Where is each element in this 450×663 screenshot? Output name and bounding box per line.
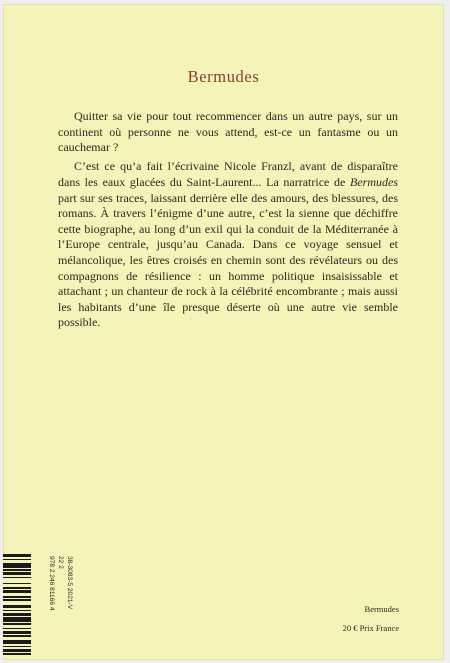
barcode-gap [3, 655, 31, 658]
back-cover [3, 4, 444, 660]
blurb-paragraph-2 [58, 159, 398, 331]
isbn-line-3: 978 2 246 81166 4 [48, 556, 55, 611]
price-label: 20 € Prix France [342, 623, 399, 633]
blurb-paragraph-2-text-after: part sur ses traces, laissant derrière elle des amours, des blessures, des romans. À travers l’énigme d’une autre, c’est la sienne que déchiffre cette biographe, au long d’un exil qui la conduit de la Méditerranée à l’Europe centrale, jusqu’au Canada. Dans ce voyage sensuel et mélancolique, les êtres croisés en chemin sont des révélateurs ou des compagnons de résilience : un homme politique insaisissable et attachant ; un chanteur de rock à la célébrité encombrante ; mais aussi les habitants d’une île presque déserte où une autre vie semble possible. [58, 190, 398, 330]
blurb-italic-title: Bermudes [350, 174, 398, 189]
book-title: Bermudes [187, 67, 260, 86]
blurb-paragraph-1 [58, 109, 398, 156]
isbn-line-2: 22 2 [57, 556, 64, 569]
blurb-paragraph-1-text: Quitter sa vie pour tout recommencer dans un autre pays, sur un continent où personne ne vous attend, est-ce un fantasme ou un cauchemar ? [58, 109, 398, 155]
isbn-line-1: 38-3083-5 2021-V [66, 556, 73, 610]
blurb [58, 109, 398, 335]
barcode [3, 554, 31, 658]
isbn-text [47, 556, 74, 656]
isbn-block [34, 556, 74, 656]
footer-title: Bermudes [364, 604, 399, 614]
blurb-paragraph-2-text-before: C’est ce qu’a fait l’écrivaine Nicole Franzl, avant de disparaître dans les eaux glacées du Saint-Laurent... La narratrice de [58, 159, 398, 189]
